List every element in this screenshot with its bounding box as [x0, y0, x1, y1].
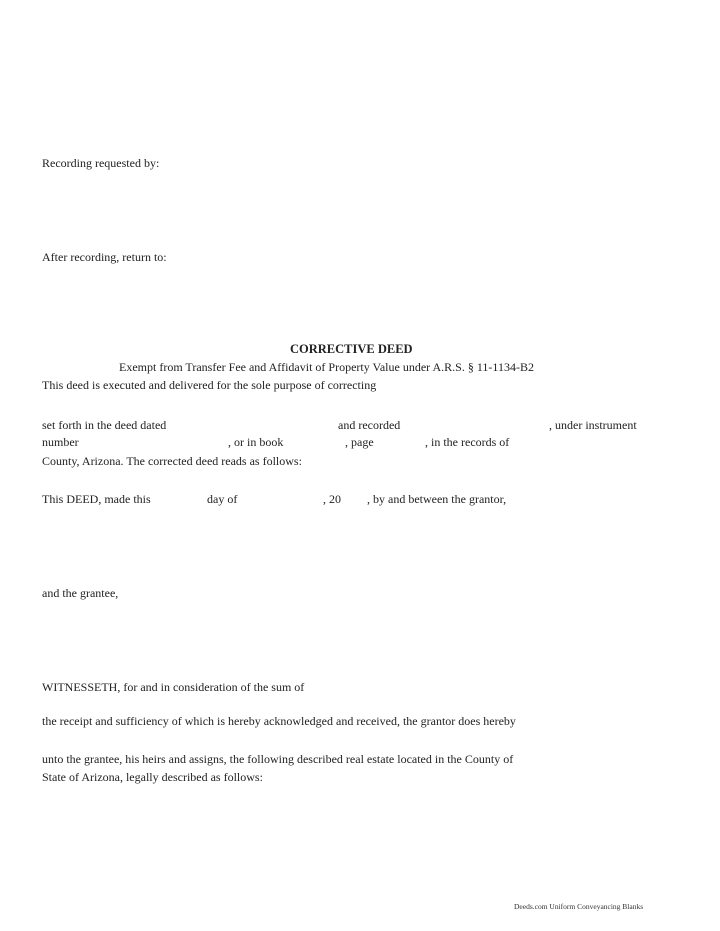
set-forth-label: set forth in the deed dated: [42, 418, 167, 432]
county-arizona-statement: County, Arizona. The corrected deed reads as follows:: [42, 454, 302, 468]
receipt-sufficiency-statement: the receipt and sufficiency of which is hereby acknowledged and received, the grantor does hereby: [42, 714, 516, 728]
state-of-arizona-statement: State of Arizona, legally described as follows:: [42, 770, 263, 784]
unto-the-grantee-statement: unto the grantee, his heirs and assigns, the following described real estate located in the County of: [42, 752, 514, 766]
this-deed-made-label: This DEED, made this: [42, 492, 151, 506]
exemption-statement: Exempt from Transfer Fee and Affidavit of Property Value under A.R.S. § 11-1134-B2: [119, 360, 534, 374]
document-title: CORRECTIVE DEED: [290, 342, 413, 356]
and-recorded-label: and recorded: [338, 418, 401, 432]
page-label: , page: [345, 435, 374, 449]
day-of-label: day of: [207, 492, 238, 506]
footer-credit: Deeds.com Uniform Conveyancing Blanks: [514, 902, 644, 911]
witnesseth-statement: WITNESSETH, for and in consideration of the sum of: [42, 680, 305, 694]
or-in-book-label: , or in book: [228, 435, 284, 449]
under-instrument-label: , under instrument: [549, 418, 637, 432]
in-the-records-label: , in the records of: [425, 435, 510, 449]
by-and-between-label: , by and between the grantor,: [367, 492, 507, 506]
after-recording-return-label: After recording, return to:: [42, 250, 167, 264]
number-label: number: [42, 435, 79, 449]
recording-requested-by-label: Recording requested by:: [42, 156, 160, 170]
year-prefix-label: , 20: [323, 492, 341, 506]
purpose-statement: This deed is executed and delivered for the sole purpose of correcting: [42, 378, 377, 392]
and-the-grantee-label: and the grantee,: [42, 586, 119, 600]
